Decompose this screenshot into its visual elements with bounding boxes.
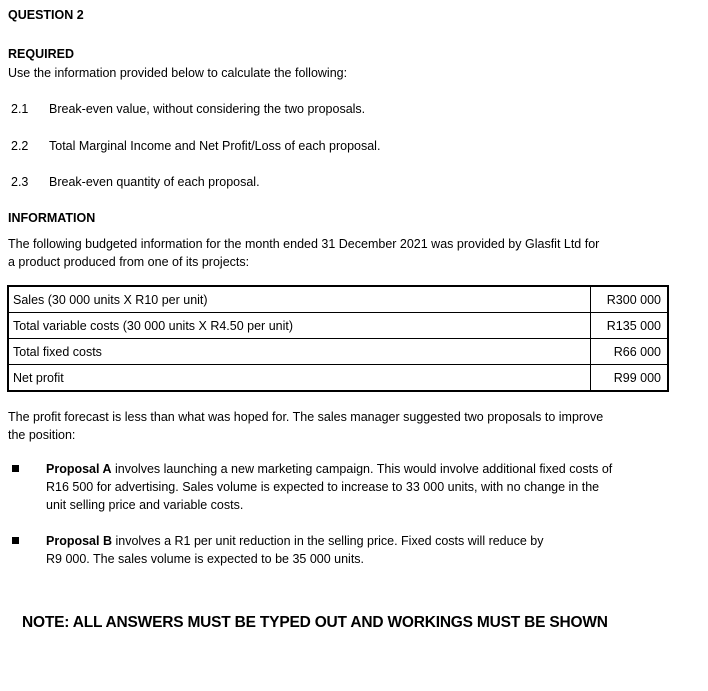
table-row [8,365,668,392]
bullet-icon [12,465,19,472]
bullet-icon [12,537,19,544]
required-item [11,102,365,116]
proposal-b [46,532,543,568]
proposal-a [46,460,612,514]
row-amount: R135 000 [591,313,669,339]
table-row [8,286,668,313]
information-intro-line: The following budgeted information for the month ended 31 December 2021 was provided by Glasfit Ltd for [8,237,600,251]
forecast-paragraph [8,408,603,444]
required-item [11,175,260,189]
required-item-text: Break-even quantity of each proposal. [49,175,260,189]
required-item [11,139,380,153]
row-label: Total variable costs (30 000 units X R4.50 per unit) [8,313,591,339]
question-title: QUESTION 2 [8,8,84,22]
information-intro [8,235,599,271]
row-amount: R66 000 [591,339,669,365]
table-row [8,313,668,339]
proposal-text: involves launching a new marketing campaign. This would involve additional fixed costs of [111,462,613,476]
note-text: NOTE: ALL ANSWERS MUST BE TYPED OUT AND WORKINGS MUST BE SHOWN [22,614,608,631]
row-amount: R300 000 [591,286,669,313]
forecast-line: The profit forecast is less than what was hoped for. The sales manager suggested two proposals to improve [8,410,604,424]
required-item-number: 2.3 [11,175,29,189]
required-heading: REQUIRED [8,47,74,61]
row-amount: R99 000 [591,365,669,392]
row-label: Total fixed costs [8,339,591,365]
required-item-text: Total Marginal Income and Net Profit/Loss of each proposal. [49,139,381,153]
required-item-number: 2.1 [11,102,29,116]
proposal-text: R16 500 for advertising. Sales volume is expected to increase to 33 000 units, with no change in the [46,480,600,494]
proposal-text: R9 000. The sales volume is expected to be 35 000 units. [46,552,365,566]
proposal-text: involves a R1 per unit reduction in the selling price. Fixed costs will reduce by [112,534,544,548]
row-label: Net profit [8,365,591,392]
row-label: Sales (30 000 units X R10 per unit) [8,286,591,313]
proposal-name: Proposal B [46,534,112,548]
information-heading: INFORMATION [8,211,96,225]
proposal-text: unit selling price and variable costs. [46,498,244,512]
table-row [8,339,668,365]
proposal-name: Proposal A [46,462,112,476]
information-intro-line: a product produced from one of its projects: [8,255,250,269]
forecast-line: the position: [8,428,76,442]
budget-table [7,285,669,392]
required-item-text: Break-even value, without considering the two proposals. [49,102,366,116]
required-item-number: 2.2 [11,139,29,153]
required-intro: Use the information provided below to calculate the following: [8,66,348,80]
